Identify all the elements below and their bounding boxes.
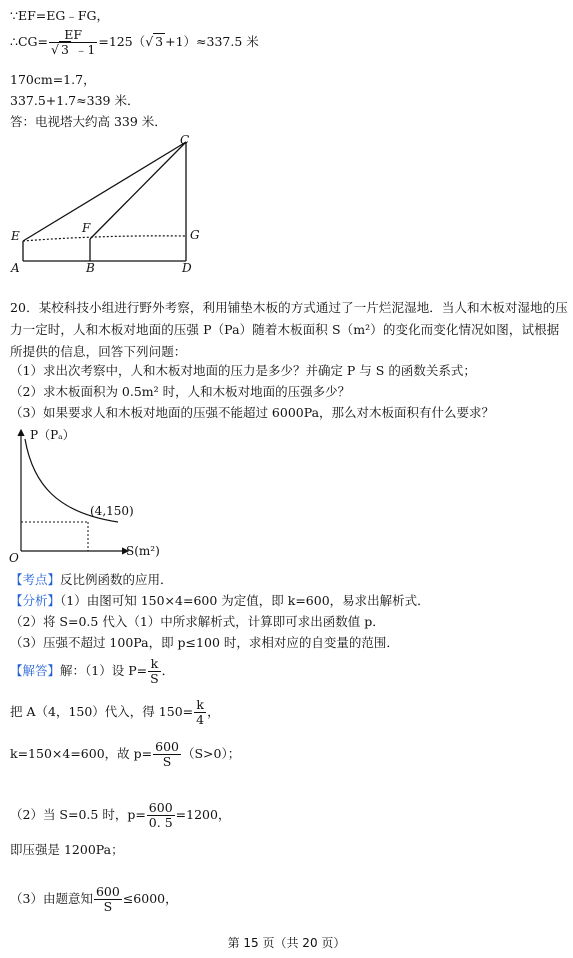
fraction-den: S — [103, 899, 113, 914]
line-ec — [23, 142, 186, 241]
cg-prefix: ∴CG= — [10, 34, 48, 49]
label-b: B — [86, 261, 95, 272]
fraction-600-05 — [147, 801, 175, 830]
jieda-line-2 — [10, 697, 220, 727]
fraction-600-s — [153, 740, 181, 769]
fraction-num: k — [148, 657, 161, 672]
jieda-4-suffix: =1200， — [175, 807, 231, 822]
jieda-line-5: 即压强是 1200Pa； — [10, 842, 124, 857]
line-fc — [90, 142, 186, 239]
fenxi-line-2: （2）将 S=0.5 代入（1）中所求解析式，计算即可求出函数值 p． — [10, 614, 385, 629]
cg-suffix-a: =125（ — [98, 34, 146, 49]
fenxi-tag: 【分析】 — [10, 593, 61, 608]
solution-line-4: 337.5+1.7≈339 米． — [10, 93, 140, 108]
jieda-line-4 — [10, 800, 230, 830]
problem-20-q2: （2）求木板面积为 0.5m² 时，人和木板对地面的压强多少？ — [10, 384, 351, 399]
x-axis-label: S(m²) — [126, 544, 160, 558]
den-rest: ﹣1 — [70, 42, 96, 57]
jieda-line-1 — [10, 656, 174, 686]
label-a: A — [11, 261, 20, 272]
kaodian-text: 反比例函数的应用． — [60, 572, 173, 587]
problem-20-q3: （3）如果要求人和木板对地面的压强不能超过 6000Pa，那么对木板面积有什么要求？ — [10, 405, 495, 420]
fraction-den: 0. 5 — [148, 815, 173, 830]
jieda-6-prefix: （3）由题意知 — [10, 891, 93, 906]
label-d: D — [182, 261, 192, 272]
cg-suffix-b: +1）≈337.5 米 — [165, 34, 259, 49]
jieda-2-prefix: 把 A（4，150）代入，得 150= — [10, 704, 194, 719]
fenxi-line-3: （3）压强不超过 100Pa，即 p≤100 时，求相对应的自变量的范围． — [10, 635, 399, 650]
point-label: (4,150) — [90, 504, 134, 518]
kaodian-tag: 【考点】 — [10, 572, 61, 587]
jieda-line-6 — [10, 884, 178, 914]
cg-fraction-denominator: √ 3 ﹣1 — [50, 42, 96, 57]
solution-line-2: ∴CG= $\frac{EF}{√ 3 ﹣1}$ =125（√ 3 +1）≈337.5 米 — [10, 27, 259, 57]
line-eg-dotted — [23, 236, 186, 241]
problem-20-q1: （1）求出次考察中，人和木板对地面的压力是多少？并确定 P 与 S 的函数关系式； — [10, 363, 476, 378]
jieda-3-prefix: k=150×4=600，故 p= — [10, 746, 153, 761]
kaodian-line — [10, 572, 173, 588]
label-e: E — [11, 229, 20, 243]
fenxi-line-1 — [10, 593, 430, 609]
label-f: F — [82, 221, 91, 235]
fraction-k-s — [148, 657, 161, 686]
fraction-num: k — [194, 698, 206, 713]
jieda-3-suffix: （S>0）； — [181, 746, 241, 761]
cg-fraction — [49, 28, 97, 57]
pressure-area-graph — [8, 425, 208, 565]
cg-fraction-numerator: EF — [49, 28, 97, 43]
answer-line: 答：电视塔大约高 339 米． — [10, 114, 167, 129]
fraction-num: 600 — [148, 800, 173, 815]
jieda-6-suffix: ≤6000， — [122, 891, 178, 906]
origin-label: O — [9, 551, 19, 565]
fraction-den: S — [162, 754, 172, 769]
jieda-line-3 — [10, 739, 240, 769]
jieda-1-suffix: ． — [161, 663, 175, 678]
fraction-den: S — [150, 671, 159, 686]
sqrt-3-den: 3 — [60, 42, 69, 57]
fraction-num: 600 — [155, 739, 179, 754]
jieda-4-prefix: （2）当 S=0.5 时，p= — [10, 807, 146, 822]
sqrt-3: 3 — [155, 34, 164, 49]
tower-figure — [0, 132, 573, 272]
jieda-2-suffix: ， — [207, 704, 220, 719]
problem-20-stem: 20．某校科技小组进行野外考察，利用铺垫木板的方式通过了一片烂泥湿地．当人和木板对湿地的压力一定时，人和木板对地面的压强 P（Pa）随着木板面积 S（m²）的变化而变化情况如图，试根据所提供的信息，回答下列问题： — [10, 300, 568, 359]
jieda-1-prefix: 解：（1）设 P= — [60, 663, 148, 678]
fraction-600-s-2 — [94, 885, 122, 914]
y-axis-label: P（Pₐ） — [30, 428, 75, 442]
fraction-den: 4 — [196, 712, 205, 727]
jieda-tag: 【解答】 — [10, 663, 61, 678]
fraction-k-4 — [194, 698, 206, 727]
label-g: G — [190, 228, 200, 242]
fraction-num: 600 — [95, 884, 120, 899]
fenxi-text-1: （1）由图可知 150×4=600 为定值，即 k=600，易求出解析式． — [60, 593, 430, 608]
page-footer: 第 15 页（共 20 页） — [227, 936, 346, 950]
label-c: C — [180, 133, 190, 147]
solution-line-1: ∵EF=EG﹣FG， — [10, 8, 109, 23]
solution-line-3: 170cm=1.7， — [10, 72, 96, 87]
